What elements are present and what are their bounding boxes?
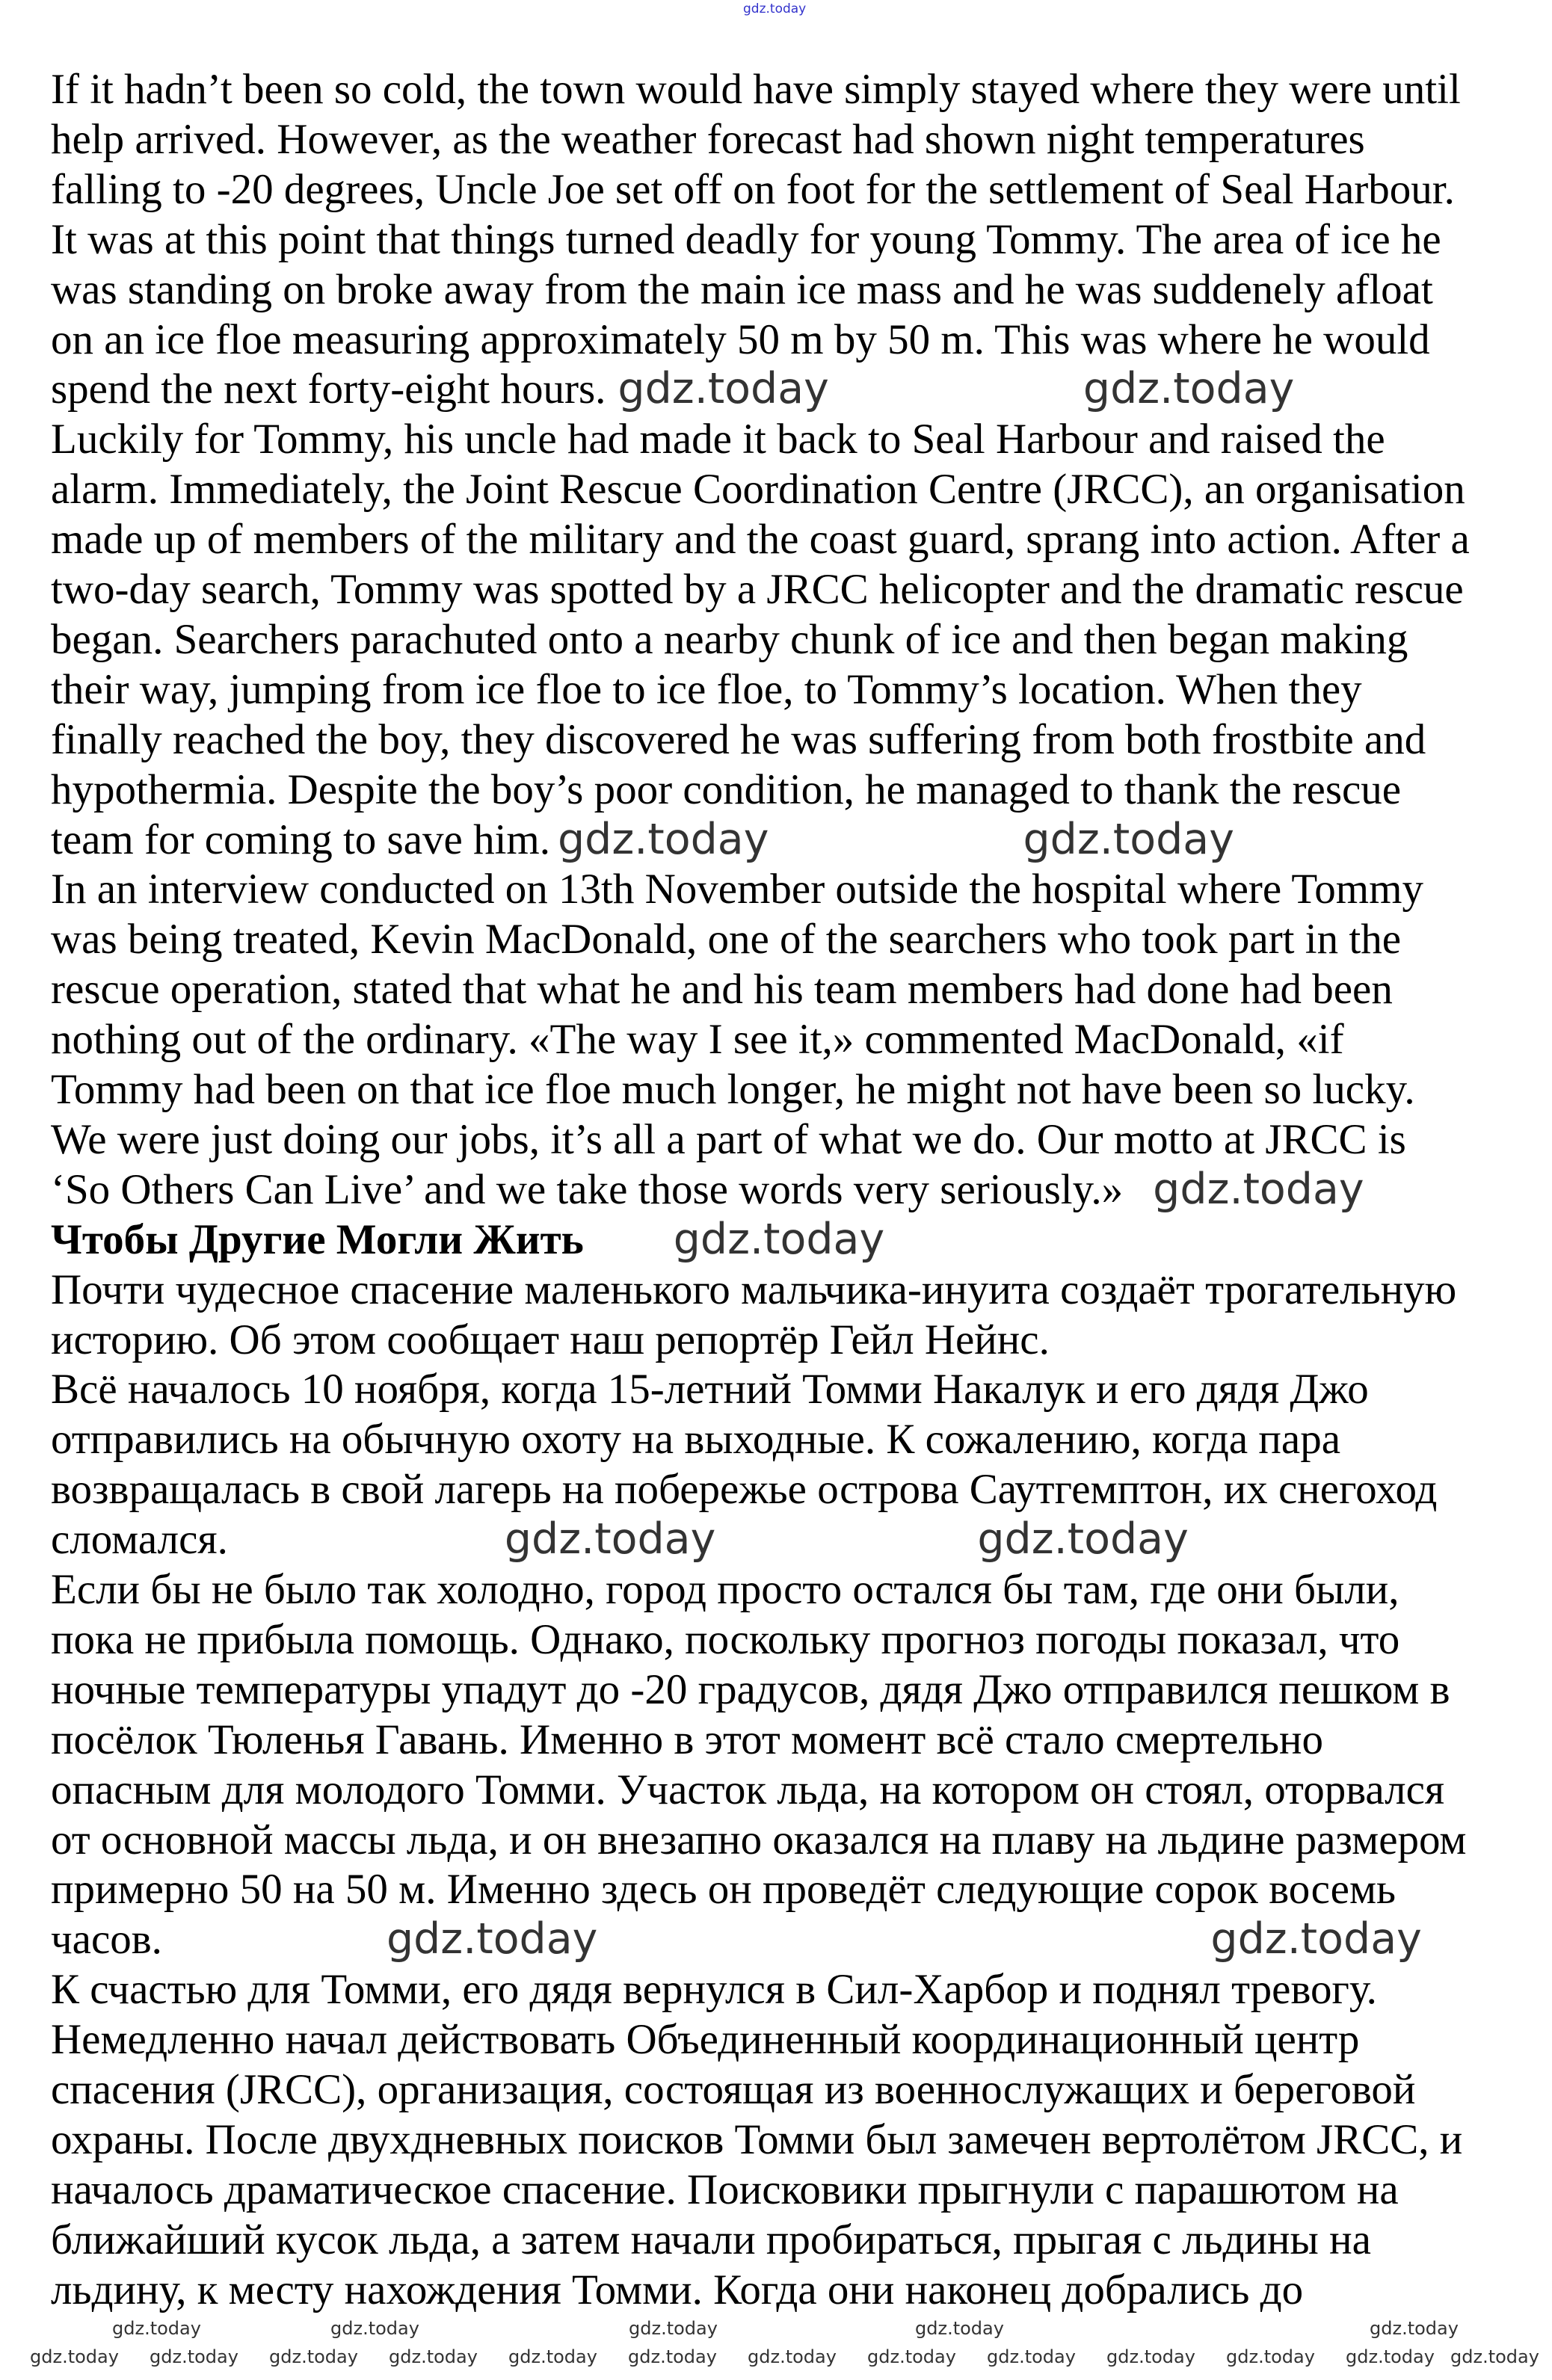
- text-line: [51, 2065, 1415, 2115]
- text-line: [51, 1615, 1399, 1665]
- text-line: [51, 1665, 1450, 1715]
- watermark-small: gdz.today: [1106, 2346, 1195, 2367]
- watermark: gdz.today: [1023, 814, 1234, 864]
- line-text: спасения (JRCC), организация, состоящая из военнослужащих и береговой: [51, 2066, 1416, 2113]
- text-line: [51, 1914, 1422, 1964]
- line-text: возвращалась в свой лагерь на побережье острова Саутгемптон, их снегоход: [51, 1466, 1438, 1514]
- text-line: [51, 665, 1362, 715]
- line-text: ночные температуры упадут до -20 градусов, дядя Джо отправился пешком в: [51, 1665, 1450, 1713]
- text-line: [51, 1014, 1344, 1064]
- line-text: историю. Об этом сообщает наш репортёр Гейл Нейнс.: [51, 1316, 1050, 1363]
- text-line: [51, 1564, 1399, 1615]
- line-text: team for coming to save him.: [51, 816, 550, 863]
- text-line: [51, 1464, 1437, 1514]
- text-line: [51, 964, 1393, 1014]
- watermark-small: gdz.today: [1450, 2346, 1539, 2367]
- text-line: [51, 1414, 1340, 1464]
- line-text: spend the next forty-eight hours.: [51, 366, 606, 413]
- text-line: [51, 315, 1430, 365]
- line-text: alarm. Immediately, the Joint Rescue Coordination Centre (JRCC), an organisation: [51, 466, 1465, 514]
- text-line: [51, 2215, 1371, 2265]
- watermark: gdz.today: [1210, 1914, 1422, 1964]
- text-line: [51, 914, 1401, 964]
- line-text: nothing out of the ordinary. «The way I see it,» commented MacDonald, «if: [51, 1016, 1344, 1064]
- line-text: К счастью для Томми, его дядя вернулся в Сил-Харбор и поднял тревогу.: [51, 1966, 1377, 2014]
- text-line: [51, 1514, 1189, 1564]
- line-text: It was at this point that things turned deadly for young Tommy. The area of ice he: [51, 215, 1441, 263]
- line-text: Немедленно начал действовать Объединенный координационный центр: [51, 2016, 1360, 2064]
- text-line: [51, 715, 1426, 765]
- line-text: Всё началось 10 ноября, когда 15-летний Томми Накалук и его дядя Джо: [51, 1366, 1369, 1413]
- line-text: finally reached the boy, they discovered he was suffering from both frostbite and: [51, 715, 1426, 763]
- text-line: [51, 2014, 1359, 2065]
- line-text: опасным для молодого Томми. Участок льда, на котором он стоял, оторвался: [51, 1766, 1445, 1813]
- watermark-small: gdz.today: [508, 2346, 597, 2367]
- watermark-small: gdz.today: [987, 2346, 1076, 2367]
- line-text: In an interview conducted on 13th November outside the hospital where Tommy: [51, 866, 1423, 913]
- line-text: началось драматическое спасение. Поисковики прыгнули с парашютом на: [51, 2165, 1399, 2213]
- watermark: gdz.today: [618, 364, 829, 414]
- text-line: [51, 514, 1470, 564]
- line-text: rescue operation, stated that what he and his team members had done had been: [51, 966, 1393, 1014]
- text-line: [51, 1815, 1467, 1865]
- line-text: сломался.: [51, 1516, 228, 1564]
- line-text: two-day search, Tommy was spotted by a JRCC helicopter and the dramatic rescue: [51, 566, 1464, 613]
- line-text: примерно 50 на 50 м. Именно здесь он проведёт следующие сорок восемь: [51, 1866, 1397, 1914]
- line-text: hypothermia. Despite the boy’s poor condition, he managed to thank the rescue: [51, 765, 1402, 813]
- watermark-small: gdz.today: [867, 2346, 956, 2367]
- line-text: Чтобы Другие Могли Жить: [51, 1215, 584, 1263]
- text-line: [51, 1265, 1456, 1315]
- line-text: отправились на обычную охоту на выходные. К сожалению, когда пара: [51, 1416, 1341, 1464]
- line-text: ближайший кусок льда, а затем начали пробираться, прыгая с льдины на: [51, 2216, 1371, 2263]
- line-text: Почти чудесное спасение маленького мальчика-инуита создаёт трогательную: [51, 1265, 1457, 1313]
- line-text: help arrived. However, as the weather forecast had shown night temperatures: [51, 115, 1365, 163]
- watermark: gdz.today: [558, 814, 769, 864]
- text-line: [51, 164, 1455, 215]
- text-line: [51, 1864, 1396, 1914]
- header-watermark: gdz.today: [743, 1, 807, 16]
- text-line: [51, 2165, 1399, 2215]
- watermark-small: gdz.today: [628, 2346, 717, 2367]
- line-text: пока не прибыла помощь. Однако, поскольку прогноз погоды показал, что: [51, 1615, 1400, 1663]
- text-line: [51, 364, 1294, 414]
- line-text: was being treated, Kevin MacDonald, one of the searchers who took part in the: [51, 916, 1401, 964]
- line-text: ‘So Others Can Live’ and we take those words very seriously.»: [51, 1165, 1124, 1213]
- text-line: [51, 1315, 1050, 1365]
- watermark-small: gdz.today: [30, 2346, 119, 2367]
- watermark: gdz.today: [673, 1214, 885, 1264]
- watermark-small: gdz.today: [269, 2346, 358, 2367]
- line-text: часов.: [51, 1916, 162, 1964]
- text-line: [51, 1715, 1323, 1765]
- section-heading: [51, 1215, 884, 1265]
- watermark-small: gdz.today: [748, 2346, 837, 2367]
- watermark: gdz.today: [1083, 364, 1295, 414]
- line-text: We were just doing our jobs, it’s all a part of what we do. Our motto at JRCC is: [51, 1115, 1406, 1163]
- line-text: льдину, к месту нахождения Томми. Когда они наконец добрались до: [51, 2266, 1304, 2313]
- watermark-small: gdz.today: [1346, 2346, 1435, 2367]
- line-text: охраны. После двухдневных поисков Томми был замечен вертолётом JRCC, и: [51, 2115, 1463, 2163]
- text-line: [51, 614, 1408, 665]
- watermark: gdz.today: [386, 1914, 598, 1964]
- text-line: [51, 1765, 1444, 1815]
- text-line: [51, 1364, 1369, 1414]
- text-line: [51, 64, 1461, 114]
- text-line: [51, 1165, 1364, 1215]
- text-line: [51, 815, 1234, 865]
- watermark-small: gdz.today: [112, 2318, 201, 2339]
- text-line: [51, 1115, 1406, 1165]
- text-line: [51, 265, 1433, 315]
- watermark-small: gdz.today: [389, 2346, 478, 2367]
- text-line: [51, 414, 1385, 464]
- text-line: [51, 1064, 1415, 1115]
- text-line: [51, 114, 1365, 164]
- line-text: their way, jumping from ice floe to ice floe, to Tommy’s location. When they: [51, 665, 1362, 713]
- line-text: Tommy had been on that ice floe much longer, he might not have been so lucky.: [51, 1066, 1415, 1113]
- watermark-small: gdz.today: [150, 2346, 238, 2367]
- watermark-small: gdz.today: [1370, 2318, 1459, 2339]
- line-text: If it hadn’t been so cold, the town would have simply stayed where they were until: [51, 66, 1461, 113]
- watermark-small: gdz.today: [330, 2318, 419, 2339]
- watermark: gdz.today: [977, 1514, 1189, 1564]
- line-text: began. Searchers parachuted onto a nearby chunk of ice and then began making: [51, 615, 1408, 663]
- text-line: [51, 864, 1423, 914]
- text-line: [51, 2115, 1462, 2165]
- line-text: посёлок Тюленья Гавань. Именно в этот момент всё стало смертельно: [51, 1715, 1323, 1763]
- line-text: от основной массы льда, и он внезапно оказался на плаву на льдине размером: [51, 1816, 1467, 1863]
- watermark-small: gdz.today: [915, 2318, 1004, 2339]
- watermark-small: gdz.today: [629, 2318, 718, 2339]
- line-text: Если бы не было так холодно, город просто остался бы там, где они были,: [51, 1566, 1399, 1613]
- text-line: [51, 464, 1465, 514]
- text-line: [51, 765, 1401, 815]
- watermark: gdz.today: [504, 1514, 716, 1564]
- line-text: was standing on broke away from the main ice mass and he was suddenely afloat: [51, 265, 1433, 313]
- text-line: [51, 1964, 1377, 2014]
- text-line: [51, 564, 1464, 614]
- line-text: falling to -20 degrees, Uncle Joe set off on foot for the settlement of Seal Harbour.: [51, 165, 1455, 213]
- text-line: [51, 2265, 1303, 2315]
- watermark-small: gdz.today: [1226, 2346, 1315, 2367]
- line-text: made up of members of the military and the coast guard, sprang into action. After a: [51, 516, 1470, 564]
- line-text: on an ice floe measuring approximately 50 m by 50 m. This was where he would: [51, 315, 1430, 363]
- watermark: gdz.today: [1153, 1164, 1364, 1214]
- line-text: Luckily for Tommy, his uncle had made it back to Seal Harbour and raised the: [51, 416, 1385, 463]
- text-line: [51, 215, 1441, 265]
